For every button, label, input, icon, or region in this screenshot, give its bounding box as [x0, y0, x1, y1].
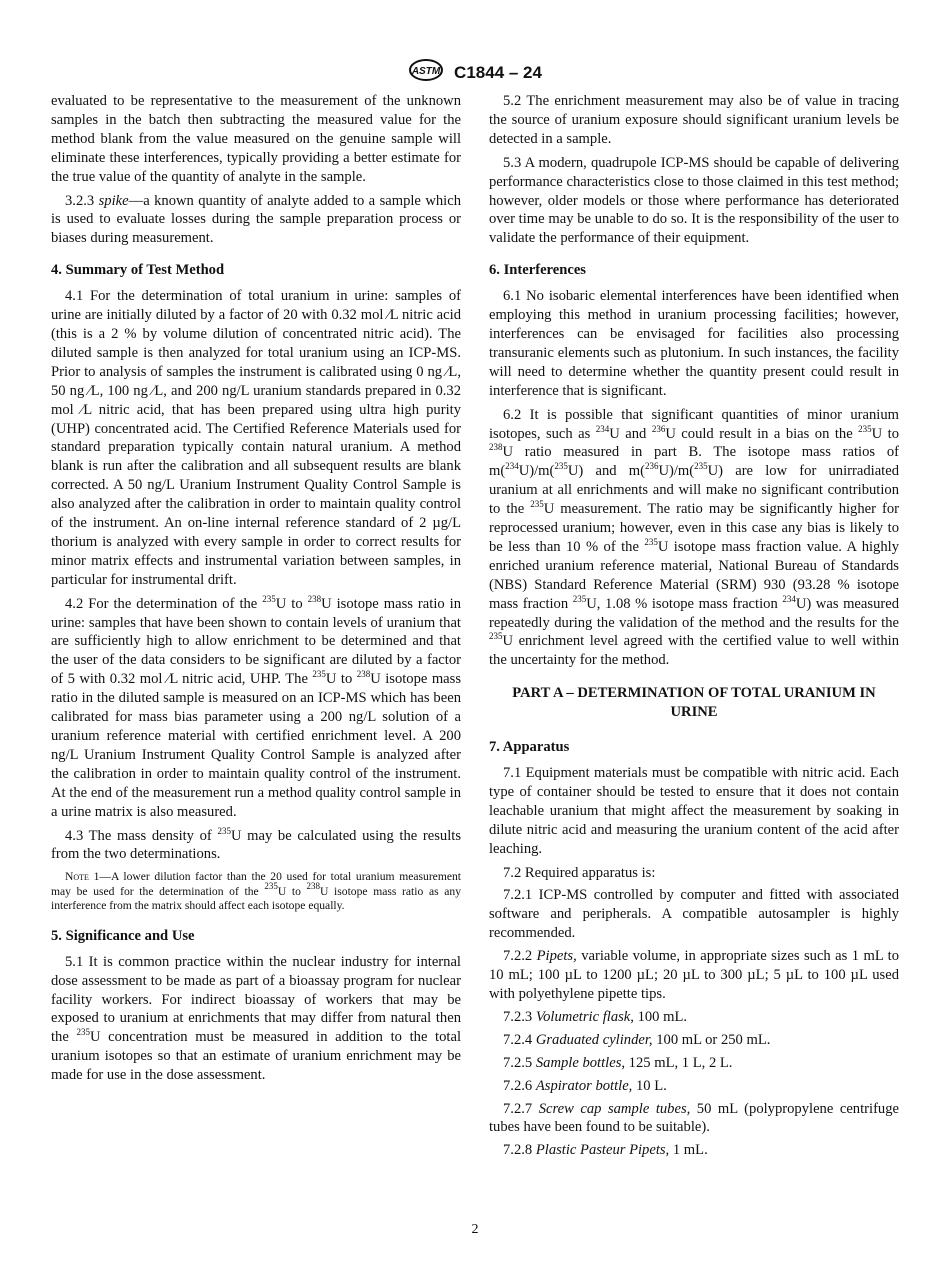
section-5-title: 5. Significance and Use — [51, 927, 195, 944]
svg-text:ASTM: ASTM — [411, 66, 441, 77]
paragraph-7-2-7: 7.2.7 Screw cap sample tubes, 50 mL (polypropylene centrifuge tubes have been found to be suitable). — [489, 1100, 899, 1136]
paragraph-6-2: 6.2 It is possible that significant quantities of minor uranium isotopes, such as $^{234}$U and $^{236}$U could result in a bias on the $^{235}$U to $^{238}$U ratio measured in part B. The isotope mass ratios of m($^{234}$U)/m($^{235}$U) and m($^{236}$U)/m($^{235}$U) are low for unirradiated uranium at all enrichments and will make no significant contribution to the $^{235}$U measurement. The ratio may be significantly higher for reprocessed uranium; however, even in this case any bias is likely to be less than 10 % of the $^{235}$U isotope mass fraction value. A highly enriched uranium reference material, National Bureau of Standards (NBS) Standard Reference Material (SRM) 930 (93.28 % isotope mass fraction $^{235}$U, 1.08 % isotope mass fraction $^{234}$U) was measured repeatedly during the validation of the method and the results for the $^{235}$U enrichment level agreed with the certified value to well within the uncertainty for the method. — [489, 406, 899, 669]
paragraph-5-3: 5.3 A modern, quadrupole ICP-MS should be capable of delivering performance characteristics close to those claimed in this test method; however, older models or those where performance has deteriorated over time may be unable to do so. It is the responsibility of the user to validate the performance of their equipment. — [489, 154, 899, 247]
paragraph-7-1: 7.1 Equipment materials must be compatible with nitric acid. Each type of container should be tested to ensure that it does not contain leachable uranium that might affect the measurement by soaking in dilute nitric acid and measuring the uranium content of the acid after leaching. — [489, 765, 899, 857]
paragraph-6-1: 6.1 No isobaric elemental interferences have been identified when employing this method in uranium processing facilities; however, interferences can be envisaged for facilities also processing transuranic elements such as plutonium. In such instances, the facility will need to determine whether the quantity present could result in interference that is significant. — [489, 288, 899, 399]
part-a-heading: PART A – DETERMINATION OF TOTAL URANIUM IN URINE — [512, 685, 876, 721]
paragraph-4-3: 4.3 The mass density of $^{235}$U may be calculated using the results from the two determinations. — [51, 825, 461, 863]
paragraph-7-2-6: 7.2.6 Aspirator bottle, 10 L. — [503, 1077, 667, 1094]
paragraph-4-1: 4.1 For the determination of total uranium in urine: samples of urine are initially diluted by a factor of 20 with 0.32 mol ⁄L nitric acid (this is a 2 % by volume dilution of concentrated nitric acid). The diluted sample is then analyzed for total uranium using an ICP-MS. Prior to analysis of samples the instrument is calibrated using 0 ng ⁄L, 50 ng ⁄L, 100 ng ⁄L, and 200 ng/L uranium standards prepared in 0.32 mol ⁄L nitric acid, that has been prepared using ultra high purity (UHP) concentrated acid. The Certified Reference Materials used for standard preparation typically contain natural uranium. A method blank is run after the calibration and all subsequent results are blank corrected. A 50 ng/L Uranium Instrument Quality Control Sample is also analyzed after the calibration in order to maintain quality control of the instrument. An on-line internal reference standard of 2 µg/L thorium is analyzed with every sample in order to correct results for minor matrix effects and instrumental variation between samples, in particular for instrumental drift. — [51, 288, 461, 588]
paragraph-7-2-4: 7.2.4 Graduated cylinder, 100 mL or 250 mL. — [503, 1031, 771, 1048]
page-number: 2 — [471, 1222, 479, 1237]
paragraph-7-2-8: 7.2.8 Plastic Pasteur Pipets, 1 mL. — [503, 1142, 708, 1159]
page-header — [0, 58, 950, 87]
right-column — [489, 92, 899, 1164]
paragraph-5-1: 5.1 It is common practice within the nuclear industry for internal dose assessment to be made as part of a bioassay program for nuclear facility workers. For indirect bioassay of workers that may be exposed to uranium at enrichments that may differ from natural then the $^{235}$U concentration must be measured in addition to the total uranium isotopes so that an estimate of uranium enrichment may be made for use in the dose assessment. — [51, 953, 461, 1084]
paragraph-7-2-3: 7.2.3 Volumetric flask, 100 mL. — [503, 1008, 688, 1025]
paragraph-continued: evaluated to be representative to the measurement of the unknown samples in the batch then subtracting the measured value for the method blank from the value measured on the genuine sample will eliminate these interferences, typically providing a better estimate for the true value of the quantity of analyte in the sample. — [51, 93, 461, 185]
paragraph-7-2-5: 7.2.5 Sample bottles, 125 mL, 1 L, 2 L. — [503, 1054, 733, 1071]
paragraph-7-2-1: 7.2.1 ICP-MS controlled by computer and fitted with associated software and peripherals. A compatible autosampler is highly recommended. — [489, 887, 899, 942]
left-column — [51, 92, 461, 1090]
astm-logo-icon — [408, 58, 444, 87]
paragraph-5-2: 5.2 The enrichment measurement may also be of value in tracing the source of uranium exposure should significant uranium levels be detected in a sample. — [489, 93, 899, 147]
paragraph-4-2: 4.2 For the determination of the $^{235}$U to $^{238}$U isotope mass ratio in urine: samples that have been shown to contain levels of uranium that are sufficiently high to allow enrichment to be determined and that the user of the data considers to be significant are diluted by a factor of 5 with 0.32 mol ⁄L nitric acid, UHP. The $^{235}$U to $^{238}$U isotope mass ratio in the diluted sample is measured on an ICP-MS which has been calibrated for mass bias parameter using a 200 ng/L solution of a uranium reference material with certified enrichment level. A 200 ng/L Uranium Instrument Quality Control Sample is analyzed after the calibration in order to maintain quality control of the instrument. At the end of the measurement run a method quality control sample in a urine matrix is also measured. — [51, 593, 462, 820]
section-7-title: 7. Apparatus — [489, 739, 570, 756]
paragraph-3-2-3: 3.2.3 spike—a known quantity of analyte added to a sample which is used to evaluate losses during the sample preparation process or biases during measurement. — [51, 192, 461, 247]
section-6-title: 6. Interferences — [489, 262, 586, 279]
paragraph-7-2: 7.2 Required apparatus is: — [503, 864, 656, 881]
paragraph-7-2-2: 7.2.2 Pipets, variable volume, in appropriate sizes such as 1 mL to 10 mL; 100 µL to 1200 µL; 20 µL to 300 µL; 5 µL to 100 µL used with polyethylene pipette tips. — [489, 948, 899, 1002]
note-1: Note 1—A lower dilution factor than the 20 used for total uranium measurement may be used for the determination of the $^{235}$U to $^{238}$U isotope mass ratio as any interference from the matrix should affect each isotope equally. — [51, 870, 462, 913]
designation: C1844 – 24 — [454, 62, 542, 82]
section-4-title: 4. Summary of Test Method — [51, 262, 225, 279]
